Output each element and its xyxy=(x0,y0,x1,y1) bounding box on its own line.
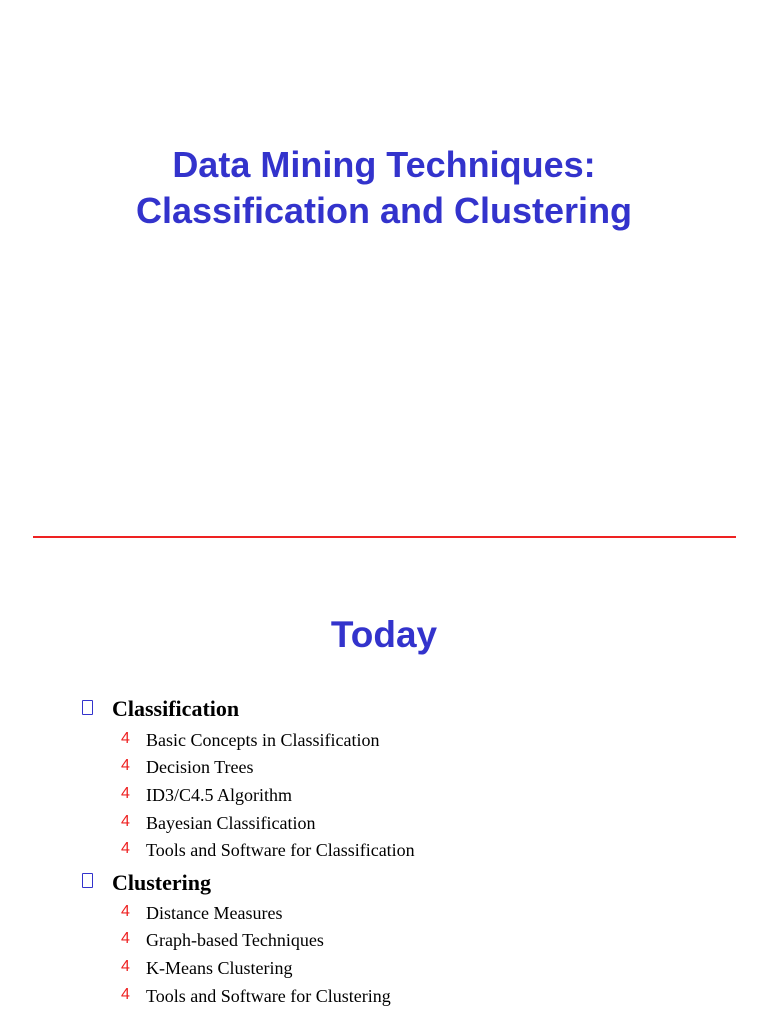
section-heading-classification: Classification xyxy=(112,696,240,721)
arrow-bullet-icon: 4 xyxy=(121,730,130,747)
arrow-bullet-icon: 4 xyxy=(121,903,130,920)
list-item: Graph-based Techniques xyxy=(146,930,324,950)
list-item: ID3/C4.5 Algorithm xyxy=(146,785,293,805)
slide-title xyxy=(0,142,768,234)
arrow-bullet-icon: 4 xyxy=(121,840,130,857)
arrow-bullet-icon: 4 xyxy=(121,986,130,1003)
arrow-bullet-icon: 4 xyxy=(121,757,130,774)
list-item: Distance Measures xyxy=(146,903,283,923)
list-item: K-Means Clustering xyxy=(146,958,293,978)
list-item: Tools and Software for Classification xyxy=(146,840,415,860)
arrow-bullet-icon: 4 xyxy=(121,958,130,975)
list-item: Bayesian Classification xyxy=(146,813,316,833)
today-title: Today xyxy=(330,614,438,655)
arrow-bullet-icon: 4 xyxy=(121,813,130,830)
list-item: Tools and Software for Clustering xyxy=(146,986,391,1006)
slide-title-line-1: Data Mining Techniques: xyxy=(172,144,596,185)
slide-divider xyxy=(33,536,736,538)
square-bullet-icon xyxy=(82,700,93,715)
arrow-bullet-icon: 4 xyxy=(121,785,130,802)
arrow-bullet-icon: 4 xyxy=(121,930,130,947)
section-heading-clustering: Clustering xyxy=(112,870,211,895)
list-item: Decision Trees xyxy=(146,757,254,777)
slide-title-line-2: Classification and Clustering xyxy=(135,190,633,231)
list-item: Basic Concepts in Classification xyxy=(146,730,380,750)
square-bullet-icon xyxy=(82,873,93,888)
